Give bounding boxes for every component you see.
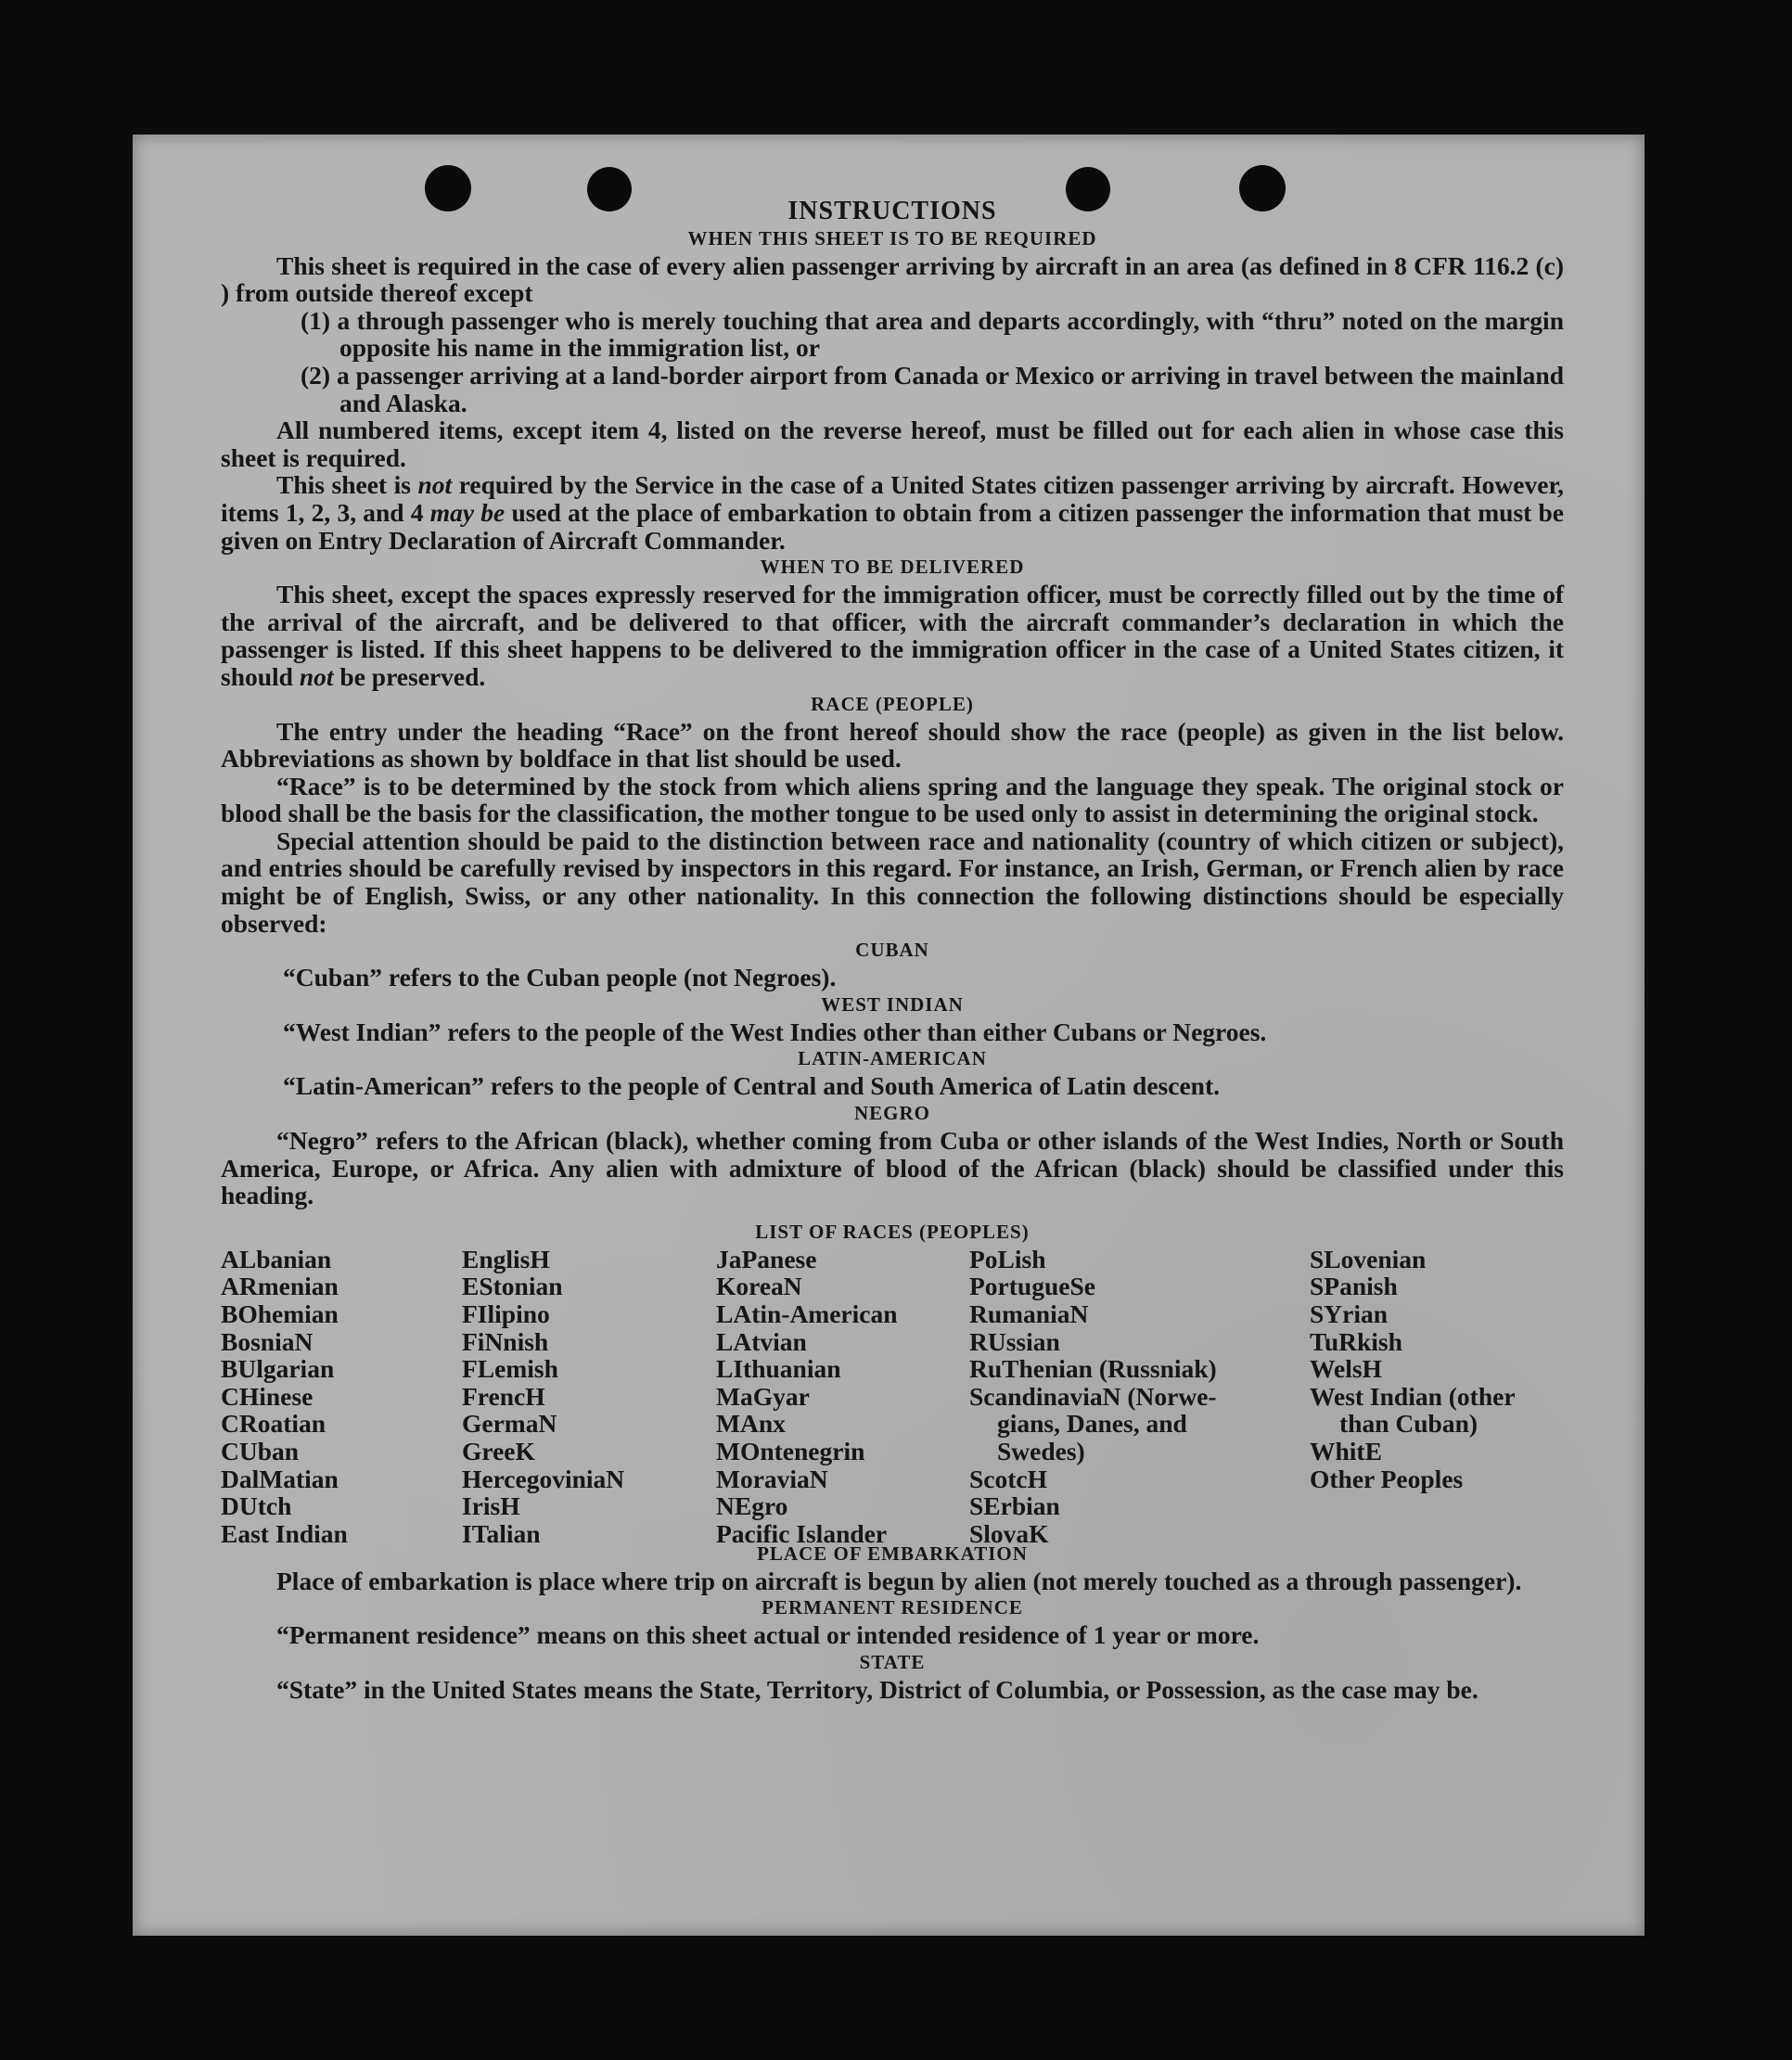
list-item: Other Peoples (1310, 1464, 1464, 1493)
list-item: TuRkish (1310, 1326, 1402, 1356)
section-heading: NEGRO (853, 1102, 930, 1125)
paragraph: “Latin-American” refers to the people of Central and South America of Latin descent. (283, 1071, 1220, 1101)
text-run: This sheet, except the spaces expressly reserved for the immigration officer, must be correctly filled out by the time of the arrival of the aircraft, and be delivered to that officer, with the aircraft commander’s declaration in which the passenger is listed. If this sheet happens to be delivered to the immigration officer in the case of a United States citizen, it should (221, 580, 1564, 691)
list-item: than Cuban) (1339, 1409, 1478, 1439)
list-item: CRoatian (221, 1409, 326, 1439)
paragraph: “West Indian” refers to the people of the West Indies other than either Cubans or Negroes. (283, 1017, 1267, 1046)
list-item: PortugueSe (969, 1272, 1095, 1301)
list-item: EStonian (462, 1272, 563, 1301)
section-heading: PLACE OF EMBARKATION (757, 1542, 1028, 1565)
list-item: RumaniaN (969, 1299, 1089, 1328)
section-heading: LATIN-AMERICAN (798, 1047, 987, 1070)
list-item: LAtvian (716, 1326, 807, 1356)
emphasis: not (299, 661, 334, 691)
race-column (1310, 1246, 1516, 1492)
list-item: ScandinaviaN (Norwe- (969, 1381, 1217, 1411)
paragraph: “Permanent residence” means on this sheet actual or intended residence of 1 year or more. (276, 1620, 1260, 1650)
list-item: MOntenegrin (716, 1436, 865, 1465)
list-item: HercegoviniaN (462, 1464, 625, 1493)
list-item: NEgro (716, 1491, 788, 1521)
list-item: SLovenian (1310, 1244, 1427, 1273)
list-item: CUban (221, 1436, 300, 1465)
list-item: GreeK (462, 1436, 535, 1465)
list-item: EnglisH (462, 1244, 550, 1273)
list-item: JaPanese (716, 1244, 817, 1273)
list-item: SlovaK (969, 1518, 1049, 1548)
list-item: East Indian (221, 1518, 348, 1548)
list-item: (1) a through passenger who is merely touching that area and departs accordingly, with “thru” noted on the margin opposite his name in the immigration list, or (301, 305, 1564, 363)
list-item: PoLish (969, 1244, 1046, 1273)
text-run: This sheet is (276, 470, 411, 500)
list-item: RUssian (969, 1326, 1060, 1356)
paragraph: The entry under the heading “Race” on the front hereof should show the race (people) as given in the list below. Abbreviations as shown by boldface in that list should be used. (221, 716, 1564, 774)
list-item: FrencH (462, 1381, 545, 1411)
text-run: required by the Service in the case of a United States citizen passenger arriving by aircraft. However, items 1, 2, 3, and 4 (221, 470, 1564, 527)
document-sheet (133, 134, 1645, 1936)
paragraph: “State” in the United States means the State, Territory, District of Columbia, or Possession, as the case may be. (276, 1675, 1478, 1704)
list-item: FIlipino (462, 1299, 550, 1328)
race-column (716, 1246, 898, 1548)
emphasis: not (417, 470, 453, 500)
text-run: be preserved. (339, 661, 486, 691)
list-item: GermaN (462, 1409, 557, 1439)
list-item: BosniaN (221, 1326, 314, 1356)
list-item: Pacific Islander (716, 1518, 888, 1548)
paragraph: Special attention should be paid to the distinction between race and nationality (country of which citizen or subject), and entries should be carefully revised by inspectors in this regard. For instance, an Irish, German, or French alien by race might be of English, Swiss, or any other nationality. In this connection the following distinctions should be especially observed: (221, 825, 1564, 938)
race-column (462, 1246, 624, 1548)
section-heading: CUBAN (855, 939, 929, 962)
section-heading: WHEN TO BE DELIVERED (760, 556, 1025, 579)
list-item: CHinese (221, 1381, 314, 1411)
list-item: Swedes) (997, 1436, 1085, 1465)
list-item: WhitE (1310, 1436, 1382, 1465)
list-item: ARmenian (221, 1272, 339, 1301)
list-item: MoraviaN (716, 1464, 828, 1493)
list-item: BOhemian (221, 1299, 339, 1328)
section-heading: RACE (PEOPLE) (811, 692, 974, 715)
list-item: (2) a passenger arriving at a land-border airport from Canada or Mexico or arriving in travel between the mainland and Alaska. (301, 360, 1564, 417)
list-item: ScotcH (969, 1464, 1048, 1493)
section-heading: WEST INDIAN (821, 992, 964, 1016)
section-heading: PERMANENT RESIDENCE (762, 1596, 1023, 1619)
list-item: MaGyar (716, 1381, 810, 1411)
list-item: DalMatian (221, 1464, 339, 1493)
list-item: BUlgarian (221, 1354, 335, 1384)
list-item: ITalian (462, 1518, 541, 1548)
paragraph: “Negro” refers to the African (black), whether coming from Cuba or other islands of the West Indies, North or South America, Europe, or Africa. Any alien with admixture of blood of the African (black) should be classified under this heading. (221, 1126, 1564, 1210)
list-item: gians, Danes, and (997, 1409, 1187, 1439)
list-item: RuThenian (Russniak) (969, 1354, 1217, 1384)
paragraph: All numbered items, except item 4, listed on the reverse hereof, must be filled out for each alien in whose case this sheet is required. (221, 416, 1564, 472)
paragraph: This sheet is required in the case of every alien passenger arriving by aircraft in an area (as defined in 8 CFR 116.2 (c) ) from outside thereof except (221, 250, 1564, 308)
list-item: DUtch (221, 1491, 292, 1521)
paragraph: “Race” is to be determined by the stock from which aliens spring and the language they speak. The original stock or blood shall be the basis for the classification, the mother tongue to be used only to assist in determining the original stock. (221, 771, 1564, 828)
page-title: INSTRUCTIONS (787, 197, 997, 225)
list-item: KoreaN (716, 1272, 802, 1301)
list-item: SPanish (1310, 1272, 1398, 1301)
text-run: used at the place of embarkation to obtain from a citizen passenger the information that must be given on Entry Declaration of Aircraft Commander. (221, 497, 1565, 555)
paragraph: “Cuban” refers to the Cuban people (not Negroes). (283, 963, 837, 992)
list-item: West Indian (other (1310, 1381, 1516, 1411)
section-heading: STATE (859, 1651, 926, 1673)
race-list (221, 1244, 1564, 1548)
list-item: SYrian (1310, 1299, 1389, 1328)
paragraph (221, 581, 1564, 690)
list-item: IrisH (462, 1491, 520, 1521)
list-item: FiNnish (462, 1326, 549, 1356)
section-heading: LIST OF RACES (PEOPLES) (755, 1220, 1030, 1243)
list-item: LAtin-American (716, 1299, 898, 1328)
section-heading: WHEN THIS SHEET IS TO BE REQUIRED (687, 226, 1097, 250)
instructions-content (221, 198, 1564, 1704)
paragraph: Place of embarkation is place where trip on aircraft is begun by alien (not merely touched as a through passenger). (276, 1566, 1522, 1595)
list-item: MAnx (716, 1409, 786, 1439)
race-column (969, 1246, 1217, 1548)
list-item: SErbian (969, 1491, 1060, 1521)
list-item: WelsH (1310, 1354, 1382, 1384)
paragraph (221, 471, 1564, 554)
race-column (221, 1246, 348, 1548)
emphasis: may be (429, 497, 506, 527)
list-item: FLemish (462, 1354, 558, 1384)
list-item: LIthuanian (716, 1354, 841, 1384)
list-item: ALbanian (221, 1244, 332, 1273)
